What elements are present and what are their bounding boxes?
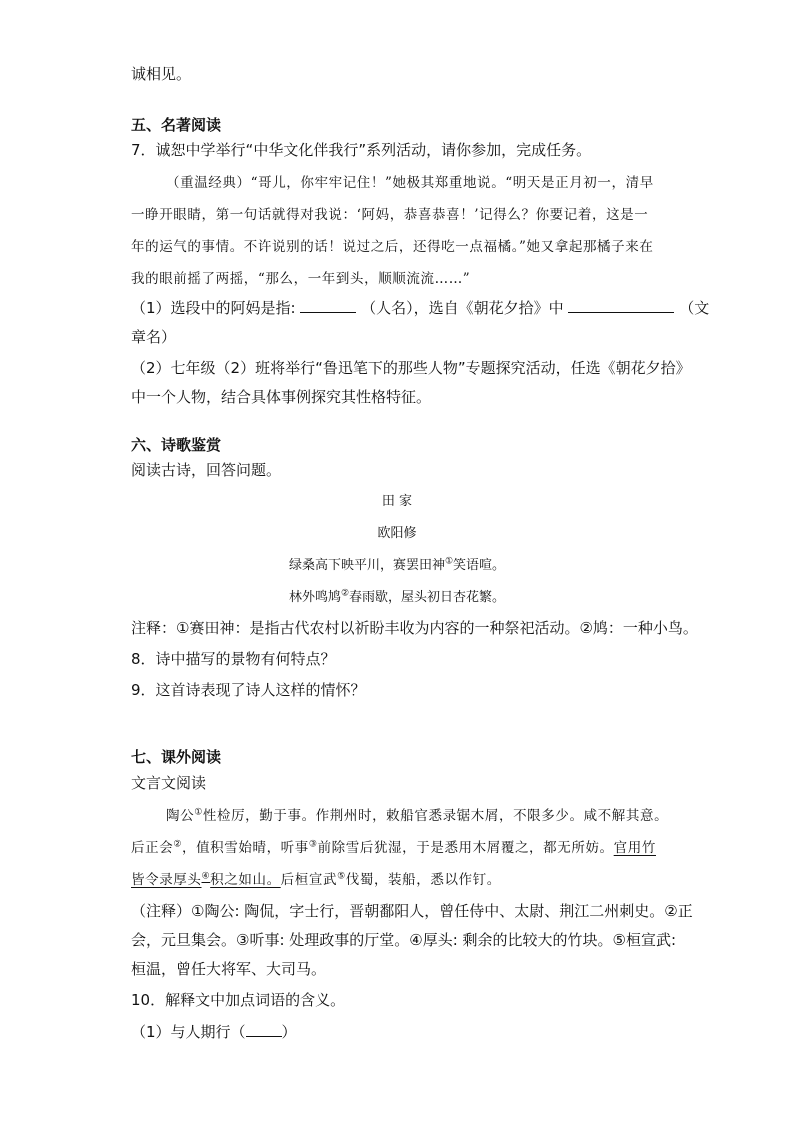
quote-line-4: 我的眼前摇了两摇，“那么，一年到头，顺顺流流……” — [131, 271, 471, 287]
footnote-mark: ③ — [308, 839, 318, 850]
quote-line-3: 年的运气的事情。不许说别的话！说过之后，还得吃一点福橘。”她又拿起那橘子来在 — [131, 239, 654, 255]
classical-text: 陶公 — [166, 808, 195, 824]
classical-text: 后正会 — [131, 840, 174, 856]
quote-line-2: 一睁开眼睛，第一句话就得对我说：‘阿妈，恭喜恭喜！’记得么？你要记着，这是一 — [131, 207, 649, 223]
closing-paren: ） — [281, 1023, 297, 1041]
question-9: 9．这首诗表现了诗人这样的情怀？ — [131, 681, 366, 699]
underlined-sentence: 积之如山。 — [210, 872, 281, 888]
classical-text: ，值积雪始晴，听事 — [181, 840, 309, 856]
poem-line-2-b: 春雨歇，屋头初日杏花繁。 — [349, 590, 506, 605]
footnote-mark-2: ② — [340, 588, 350, 599]
annotation-line-2: 会，元旦集会。③听事: 处理政事的厅堂。④厚头: 剩余的比较大的竹块。⑤桓宣武: — [131, 931, 677, 949]
footnote-mark-1: ① — [444, 556, 454, 567]
classical-para-line-1 — [166, 805, 668, 827]
poem-line-2 — [0, 588, 794, 608]
answer-blank-chapter[interactable] — [568, 298, 674, 313]
classical-text: 性检厉，勤于事。作荆州时，敕船官悉录锯木屑，不限多少。咸不解其意。 — [202, 808, 669, 824]
poem-line-2-a: 林外鸣鸠 — [288, 590, 341, 605]
poem-line-1 — [0, 556, 794, 576]
poem-intro: 阅读古诗，回答问题。 — [131, 461, 282, 479]
poem-note: 注释：①赛田神：是指古代农村以祈盼丰收为内容的一种祭祀活动。②鸠：一种小鸟。 — [131, 619, 698, 637]
underlined-sentence: 皆令录厚头 — [131, 872, 202, 888]
section-heading-7: 七、课外阅读 — [131, 748, 222, 766]
poem-title: 田 家 — [381, 494, 413, 509]
footnote-mark: ⑤ — [337, 871, 346, 882]
question-10: 10．解释文中加点词语的含义。 — [131, 991, 346, 1009]
section-heading-6: 六、诗歌鉴赏 — [131, 436, 222, 454]
question-10-1 — [131, 1021, 297, 1043]
poem-line-1-b: 笑语喧。 — [453, 558, 506, 573]
annotation-line-3: 桓温，曾任大将军、大司马。 — [131, 960, 327, 978]
subquestion-2-wrap: 中一个人物，结合具体事例探究其性格特征。 — [131, 388, 432, 406]
classical-text: 后桓宣武 — [280, 872, 338, 888]
continuation-line: 诚相见。 — [131, 65, 192, 83]
section-7-subtitle: 文言文阅读 — [131, 774, 207, 792]
section-heading-5: 五、名著阅读 — [131, 116, 222, 134]
footnote-mark: ④ — [201, 871, 211, 882]
footnote-mark: ② — [173, 839, 182, 850]
underlined-sentence: 官用竹 — [613, 840, 656, 856]
classical-text: 伐蜀，装船，悉以作钉。 — [345, 872, 501, 888]
poem-line-1-a: 绿桑高下映平川，赛罢田神 — [288, 558, 445, 573]
question-8: 8．诗中描写的景物有何特点？ — [131, 650, 336, 668]
subquestion-1-text-a: （1）选段中的阿妈是指: — [131, 299, 296, 317]
classical-para-line-2 — [131, 837, 656, 859]
question-7: 7．诚恕中学举行“中华文化伴我行”系列活动，请你参加，完成任务。 — [131, 141, 592, 159]
subquestion-1-text-c: （文 — [679, 299, 710, 317]
answer-blank-name[interactable] — [300, 298, 356, 313]
subquestion-1-text-b: （人名），选自《朝花夕拾》中 — [361, 299, 564, 317]
annotation-line-1: （注释）①陶公: 陶侃，字士行，晋朝鄱阳人，曾任侍中、太尉、荆江二州刺史。②正 — [131, 902, 693, 920]
subquestion-1-wrap: 章名） — [131, 328, 177, 346]
answer-blank-10-1[interactable] — [246, 1022, 282, 1037]
subquestion-1 — [131, 297, 709, 319]
classical-text: 前除雪后犹湿，于是悉用木屑覆之，都无所妨。 — [317, 840, 614, 856]
poem-author: 欧阳修 — [377, 526, 417, 541]
quote-line-1: （重温经典）“哥儿，你牢牢记住！”她极其郑重地说。“明天是正月初一，清早 — [166, 175, 654, 191]
footnote-mark: ① — [194, 807, 203, 818]
subquestion-2: （2）七年级（2）班将举行“鲁迅笔下的那些人物”专题探究活动，任选《朝花夕拾》 — [131, 359, 691, 377]
question-10-1-text: （1）与人期行（ — [131, 1023, 246, 1041]
classical-para-line-3 — [131, 869, 501, 891]
